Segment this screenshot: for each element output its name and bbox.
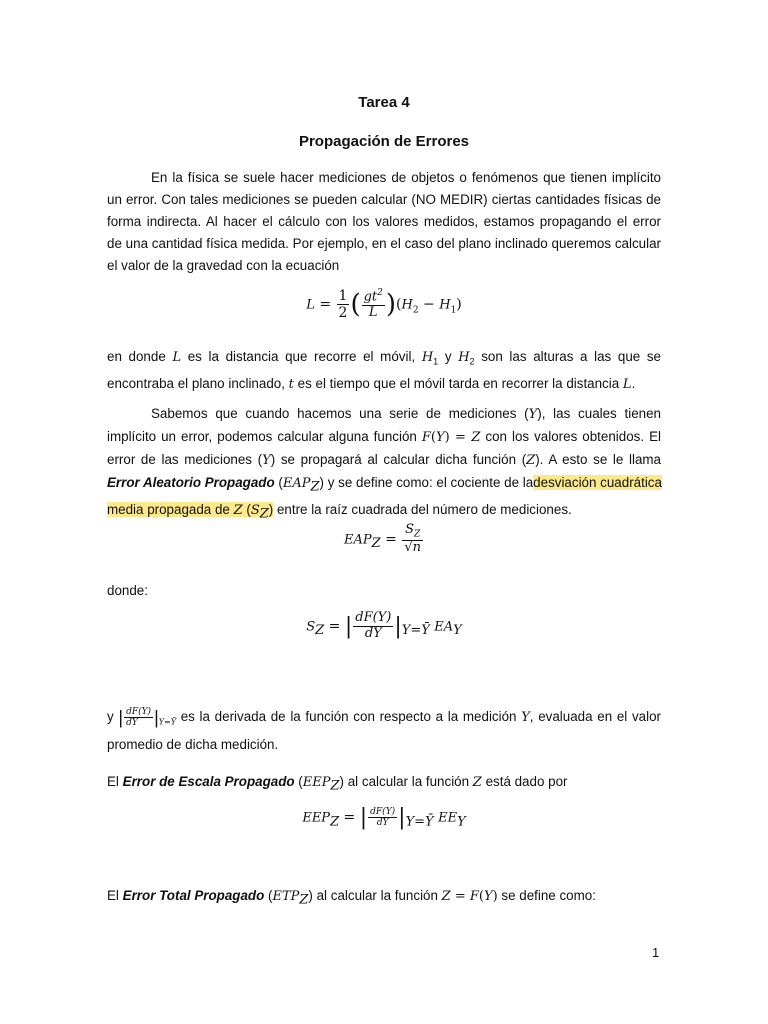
- highlight: media propagada de Z $(S_Z)$: [107, 501, 274, 522]
- text-line: El Error Total Propagado $(ETP_Z)$ al calcular la función Z = F(Y) se define como:: [107, 888, 596, 908]
- text-line: Error Aleatorio Propagado $(EAP_Z)$ y se define como: el cociente de ladesviación cuadrática: [107, 475, 662, 495]
- text-line: y | $\frac{dF(Y)}{dY}$ $|_{Y=Ȳ}$ es la derivada de la función con respecto a la medición Y, evaluada en el valor: [107, 706, 661, 728]
- paragraph-intro: [107, 167, 661, 277]
- text-line: error de las mediciones (Y) se propagará al calcular dicha función (Z). A esto se le llama: [107, 452, 662, 468]
- text-line: un error. Con tales mediciones se pueden calcular (NO MEDIR) ciertas cantidades físicas de: [107, 192, 661, 207]
- term-error-aleatorio: Error Aleatorio Propagado: [107, 475, 275, 490]
- text-line: implícito un error, podemos calcular alguna función F(Y) = Z con los valores obtenidos. El: [107, 429, 661, 445]
- equation-sz: $S_Z$ = | $\frac{dF(Y)}{dY}$ $|_{Y=Ȳ}$ $EA_Y$: [306, 610, 462, 641]
- text-line: En la física se suele hacer mediciones de objetos o fenómenos que tienen implícito: [151, 170, 661, 185]
- highlight: desviación cuadrática: [533, 475, 662, 490]
- term-error-escala: Error de Escala Propagado: [122, 774, 295, 789]
- term-error-total: Error Total Propagado: [122, 888, 265, 903]
- paragraph-total-error: [107, 885, 661, 912]
- label-donde: donde:: [107, 583, 148, 598]
- text-line: forma indirecta. Al hacer el cálculo con los valores medidos, estamos propagando el error: [107, 214, 661, 229]
- paragraph-derivative: [107, 706, 661, 756]
- equation-eep: $EEP_Z$ = | $\frac{dF(Y)}{dY}$ $|_{Y=Ȳ}$ $EE_Y$: [302, 805, 466, 830]
- text-line: El Error de Escala Propagado $(EEP_Z)$ al calcular la función Z está dado por: [107, 774, 568, 794]
- text-line: el valor de la gravedad con la ecuación: [107, 258, 340, 273]
- text-line: Sabemos que cuando hacemos una serie de mediciones (Y), las cuales tienen: [151, 406, 661, 422]
- paragraph-definitions: [107, 346, 661, 396]
- paragraph-random-error: [107, 403, 661, 525]
- text-line: encontraba el plano inclinado, t es el tiempo que el móvil tarda en recorrer la distancia L.: [107, 375, 636, 392]
- equation-inclined-plane: L = $\frac{1}{2}$ ( $\frac{gt^2}{L}$ )$(H_2 - H_1)$: [306, 288, 462, 322]
- paragraph-scale-error: [107, 771, 661, 798]
- text-line: de una cantidad física medida. Por ejemplo, en el caso del plano inclinado queremos calcular: [107, 236, 661, 251]
- document-subtitle: Propagación de Errores: [298, 133, 470, 150]
- page-number: 1: [652, 945, 660, 960]
- text-line: media propagada de Z $(S_Z)$ entre la raíz cuadrada del número de mediciones.: [107, 501, 572, 522]
- text-line: promedio de dicha medición.: [107, 736, 279, 752]
- text-line: en donde L es la distancia que recorre el móvil, $H_1$ y $H_2$ son las alturas a las que se: [107, 349, 661, 367]
- document-title: Tarea 4: [358, 94, 410, 111]
- equation-eap: $EAP_Z$ = $\frac{S_Z}{√n}$: [344, 522, 421, 555]
